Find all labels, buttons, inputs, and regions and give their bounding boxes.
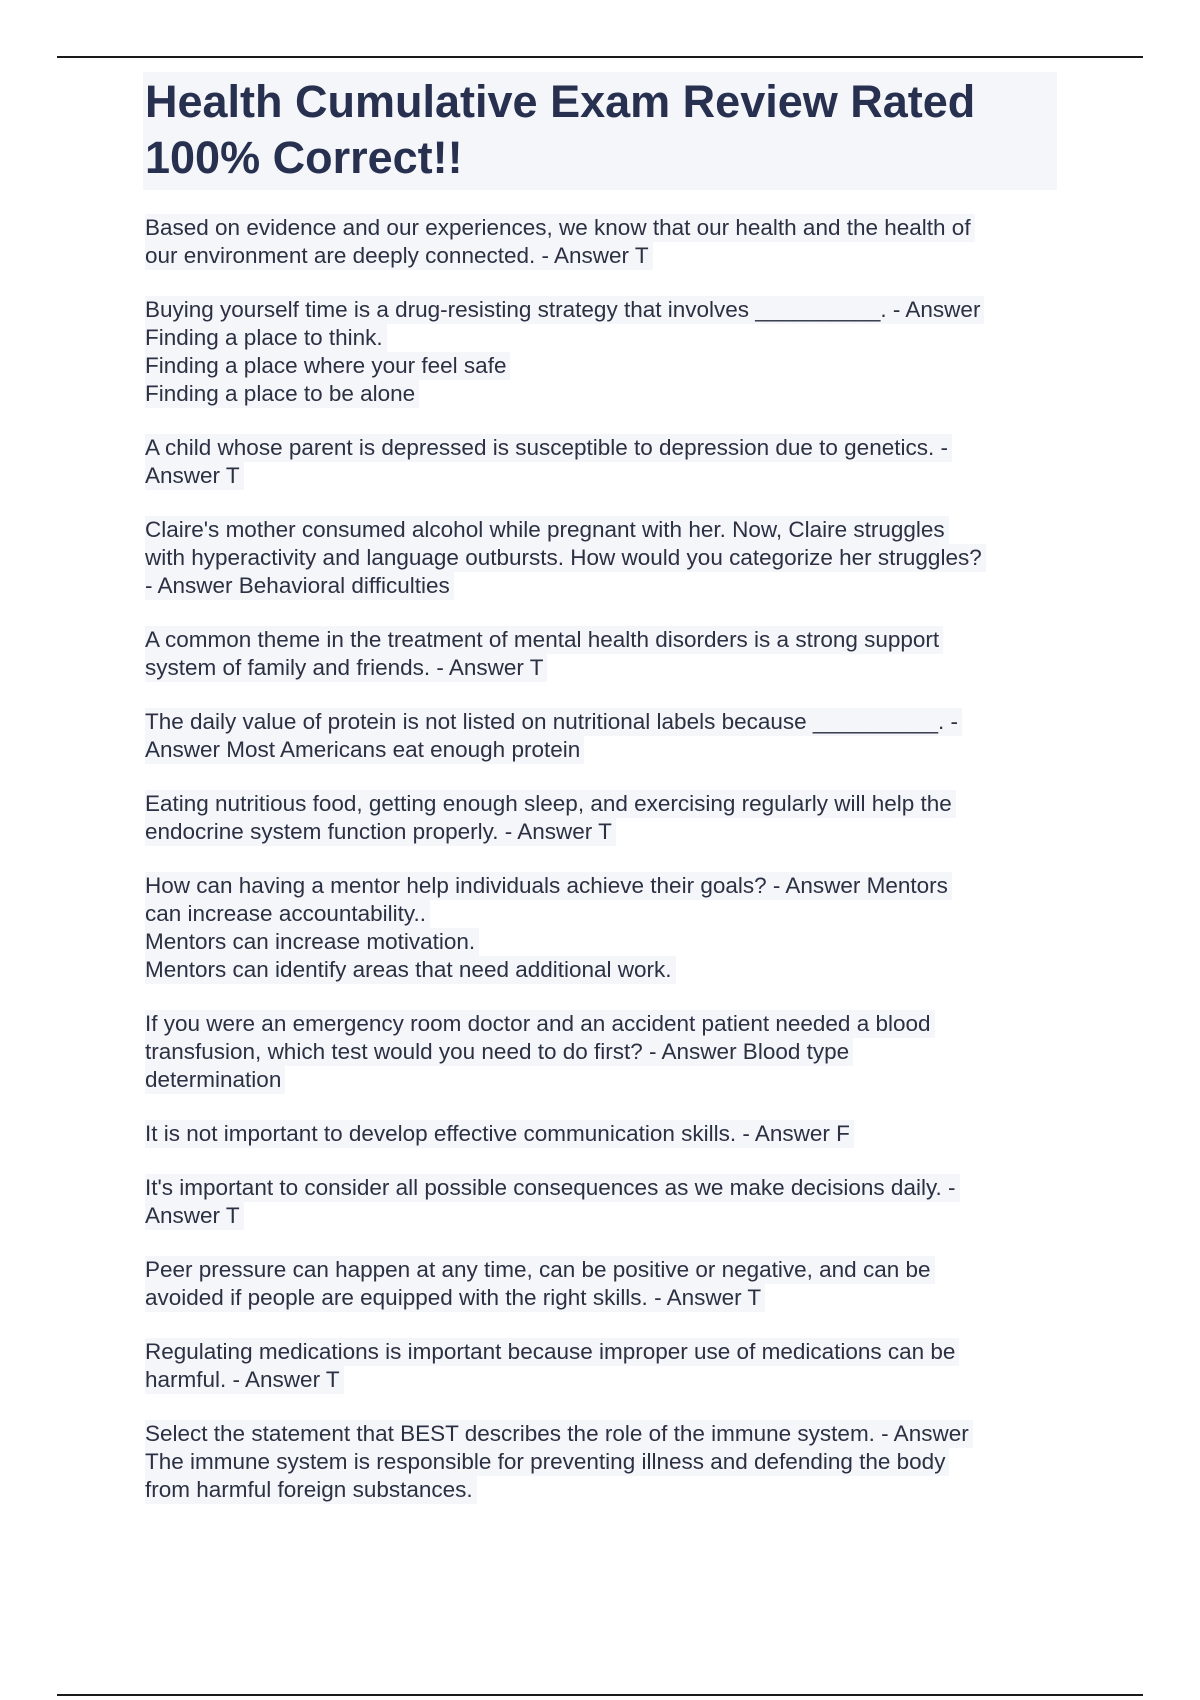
qa-line: It's important to consider all possible consequences as we make decisions daily. -: [145, 1174, 960, 1202]
qa-item: [145, 626, 1057, 682]
qa-line: Finding a place to be alone: [145, 380, 419, 408]
document-body: [145, 72, 1057, 1530]
qa-line: - Answer Behavioral difficulties: [145, 572, 454, 600]
qa-line: Finding a place to think.: [145, 324, 387, 352]
qa-line: Based on evidence and our experiences, we know that our health and the health of: [145, 214, 975, 242]
qa-item: [145, 1420, 1057, 1504]
qa-item: [145, 1174, 1057, 1230]
qa-line: transfusion, which test would you need to do first? - Answer Blood type: [145, 1038, 853, 1066]
qa-line: A common theme in the treatment of mental health disorders is a strong support: [145, 626, 943, 654]
qa-item: [145, 434, 1057, 490]
qa-line: can increase accountability..: [145, 900, 430, 928]
qa-line: Mentors can increase motivation.: [145, 928, 479, 956]
qa-line: determination: [145, 1066, 285, 1094]
qa-line: Buying yourself time is a drug-resisting strategy that involves __________. - Answer: [145, 296, 984, 324]
qa-line: avoided if people are equipped with the right skills. - Answer T: [145, 1284, 765, 1312]
qa-line: Peer pressure can happen at any time, can be positive or negative, and can be: [145, 1256, 935, 1284]
qa-line: Claire's mother consumed alcohol while pregnant with her. Now, Claire struggles: [145, 516, 949, 544]
qa-item: [145, 708, 1057, 764]
qa-item: [145, 516, 1057, 600]
qa-line: system of family and friends. - Answer T: [145, 654, 547, 682]
top-rule: [57, 56, 1143, 58]
qa-line: The daily value of protein is not listed on nutritional labels because __________. -: [145, 708, 962, 736]
qa-line: Answer T: [145, 462, 244, 490]
qa-line: It is not important to develop effective communication skills. - Answer F: [145, 1120, 854, 1148]
qa-line: If you were an emergency room doctor and an accident patient needed a blood: [145, 1010, 935, 1038]
qa-line: our environment are deeply connected. - Answer T: [145, 242, 653, 270]
qa-line: Mentors can identify areas that need additional work.: [145, 956, 676, 984]
qa-line: How can having a mentor help individuals achieve their goals? - Answer Mentors: [145, 872, 952, 900]
page-title: Health Cumulative Exam Review Rated 100% Correct!!: [145, 76, 976, 183]
qa-line: A child whose parent is depressed is susceptible to depression due to genetics. -: [145, 434, 952, 462]
title-box: [143, 72, 1057, 190]
qa-line: Answer T: [145, 1202, 244, 1230]
qa-item: [145, 296, 1057, 408]
qa-line: with hyperactivity and language outbursts. How would you categorize her struggles?: [145, 544, 986, 572]
qa-item: [145, 1338, 1057, 1394]
qa-line: The immune system is responsible for preventing illness and defending the body: [145, 1448, 949, 1476]
qa-line: Answer Most Americans eat enough protein: [145, 736, 584, 764]
qa-line: from harmful foreign substances.: [145, 1476, 477, 1504]
qa-item: [145, 790, 1057, 846]
qa-line: Regulating medications is important because improper use of medications can be: [145, 1338, 959, 1366]
qa-line: Select the statement that BEST describes the role of the immune system. - Answer: [145, 1420, 973, 1448]
qa-list: [145, 214, 1057, 1504]
qa-item: [145, 1010, 1057, 1094]
qa-line: harmful. - Answer T: [145, 1366, 344, 1394]
qa-line: Finding a place where your feel safe: [145, 352, 510, 380]
qa-item: [145, 872, 1057, 984]
qa-line: Eating nutritious food, getting enough sleep, and exercising regularly will help the: [145, 790, 956, 818]
qa-item: [145, 1120, 1057, 1148]
qa-item: [145, 214, 1057, 270]
qa-item: [145, 1256, 1057, 1312]
qa-line: endocrine system function properly. - Answer T: [145, 818, 616, 846]
bottom-rule: [57, 1694, 1143, 1696]
